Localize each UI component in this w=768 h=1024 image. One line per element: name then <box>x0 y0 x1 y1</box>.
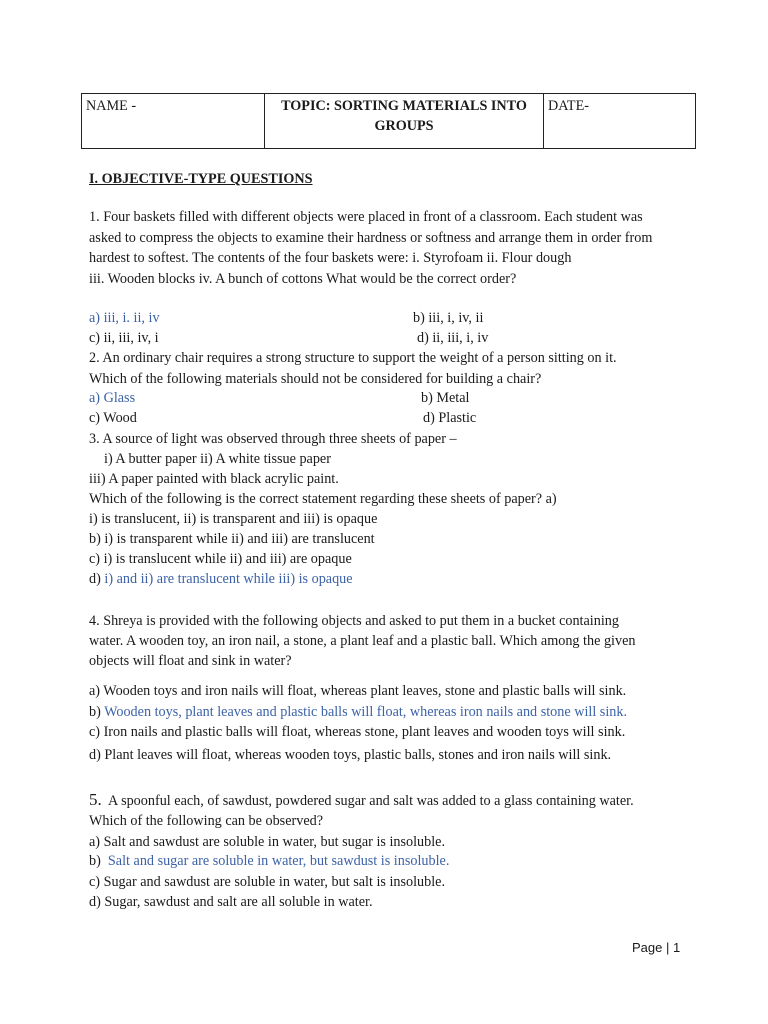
q5-line-1-text: A spoonful each, of sawdust, powdered sugar and salt was added to a glass containing water. <box>101 793 634 809</box>
q3-option-b: b) i) is transparent while ii) and iii) are translucent <box>89 531 375 547</box>
q4-option-b <box>89 702 627 722</box>
q5-line-2: Which of the following can be observed? <box>89 813 324 829</box>
q4-option-a: a) Wooden toys and iron nails will float, whereas plant leaves, stone and plastic balls will sink. <box>89 683 627 699</box>
q4-line-3: objects will float and sink in water? <box>89 653 292 669</box>
q5-line-1 <box>89 790 634 811</box>
date-label: DATE- <box>548 98 589 114</box>
header-table <box>81 93 696 149</box>
q3-line-4: Which of the following is the correct statement regarding these sheets of paper? a) <box>89 491 557 507</box>
q1-line-3: hardest to softest. The contents of the four baskets were: i. Styrofoam ii. Flour dough <box>89 250 572 266</box>
date-cell <box>544 94 695 148</box>
topic-line-1: TOPIC: SORTING MATERIALS INTO <box>281 98 527 114</box>
q5-option-b <box>89 851 449 871</box>
q3-option-d-prefix: d) <box>89 571 105 587</box>
q1-line-1: 1. Four baskets filled with different objects were placed in front of a classroom. Each student was <box>89 209 643 225</box>
name-cell <box>82 94 265 148</box>
name-label: NAME - <box>86 98 137 114</box>
q3-line-3: iii) A paper painted with black acrylic paint. <box>89 471 339 487</box>
q2-option-b: b) Metal <box>421 390 470 406</box>
topic-line-2: GROUPS <box>374 118 434 134</box>
q3-option-a: i) is translucent, ii) is transparent and iii) is opaque <box>89 511 378 527</box>
q1-line-2: asked to compress the objects to examine their hardness or softness and arrange them in order from <box>89 230 653 246</box>
q3-line-2: i) A butter paper ii) A white tissue paper <box>104 451 331 467</box>
q5-answer-text: Salt and sugar are soluble in water, but sawdust is insoluble. <box>107 853 450 869</box>
q2-line-2: Which of the following materials should not be considered for building a chair? <box>89 371 542 387</box>
q3-option-d <box>89 569 353 589</box>
q4-option-c: c) Iron nails and plastic balls will float, whereas stone, plant leaves and wooden toys will sink. <box>89 724 626 740</box>
q1-line-4: iii. Wooden blocks iv. A bunch of cottons What would be the correct order? <box>89 271 517 287</box>
q4-answer-text: Wooden toys, plant leaves and plastic balls will float, whereas iron nails and stone will sink. <box>104 704 628 720</box>
page-number: Page | 1 <box>632 940 681 955</box>
q2-option-a: a) Glass <box>89 390 136 406</box>
q2-line-1: 2. An ordinary chair requires a strong structure to support the weight of a person sitting on it. <box>89 350 617 366</box>
section-title: I. OBJECTIVE-TYPE QUESTIONS <box>89 171 313 187</box>
q5-option-d: d) Sugar, sawdust and salt are all soluble in water. <box>89 894 373 910</box>
topic-cell <box>265 94 544 148</box>
q4-line-2: water. A wooden toy, an iron nail, a stone, a plant leaf and a plastic ball. Which among the given <box>89 633 636 649</box>
q4-option-d: d) Plant leaves will float, whereas wooden toys, plastic balls, stones and iron nails will sink. <box>89 747 612 763</box>
q5-option-a: a) Salt and sawdust are soluble in water, but sugar is insoluble. <box>89 834 446 850</box>
q5-number: 5. <box>89 790 102 809</box>
q2-option-d: d) Plastic <box>423 410 477 426</box>
q1-option-c: c) ii, iii, iv, i <box>89 330 159 346</box>
q3-answer-text: i) and ii) are translucent while iii) is opaque <box>104 571 353 587</box>
q5-option-c: c) Sugar and sawdust are soluble in water, but salt is insoluble. <box>89 874 446 890</box>
q3-option-c: c) i) is translucent while ii) and iii) are opaque <box>89 551 352 567</box>
q1-option-b: b) iii, i, iv, ii <box>413 310 484 326</box>
q3-line-1: 3. A source of light was observed through three sheets of paper – <box>89 431 457 447</box>
q4-line-1: 4. Shreya is provided with the following objects and asked to put them in a bucket containing <box>89 613 619 629</box>
q2-option-c: c) Wood <box>89 410 137 426</box>
q4-option-b-prefix: b) <box>89 704 105 720</box>
q5-option-b-prefix: b) <box>89 853 108 869</box>
q1-option-d: d) ii, iii, i, iv <box>417 330 489 346</box>
q1-option-a: a) iii, i. ii, iv <box>89 310 160 326</box>
